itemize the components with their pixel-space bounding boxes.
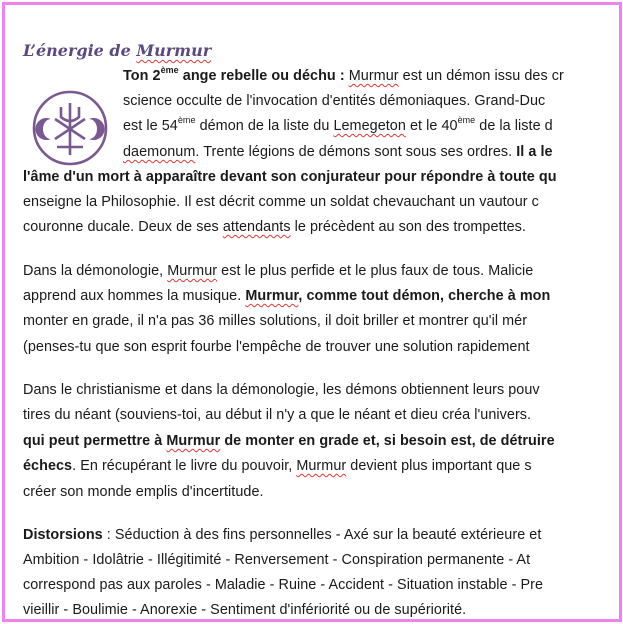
section-title [23,41,211,60]
title-name: Murmur [136,41,212,60]
p4-line-1: Distorsions : Séduction à des fins personnelles - Axé sur la beauté extérieure et [23,527,542,543]
p1-line-7: couronne ducale. Deux de ses attendants le précèdent au son des trompettes. [23,219,526,235]
title-prefix: L’énergie de [23,41,137,60]
p2-line-1: Dans la démonologie, Murmur est le plus perfide et le plus faux de tous. Malicie [23,263,534,279]
p1-line-2: science occulte de l'invocation d'entités démoniaques. Grand-Duc [123,93,546,109]
p4-line-3: correspond pas aux paroles - Maladie - Ruine - Accident - Situation instable - Pre [23,577,544,593]
sigil-murmur-icon [31,89,109,167]
p2-line-3: monter en grade, il n'a pas 36 milles solutions, il doit briller et montrer qu'il mér [23,313,528,329]
p1-line-5: l'âme d'un mort à apparaître devant son conjurateur pour répondre à toute qu [23,169,557,185]
p1-line-1: Ton 2ème ange rebelle ou déchu : Murmur est un démon issu des cr [123,65,564,84]
p1-line-6: enseigne la Philosophie. Il est décrit comme un soldat chevauchant un vautour c [23,194,539,210]
p3-line-4: échecs. En récupérant le livre du pouvoir, Murmur devient plus important que s [23,458,532,474]
p4-line-2: Ambition - Idolâtrie - Illégitimité - Renversement - Conspiration permanente - At [23,552,531,568]
p2-line-2: apprend aux hommes la musique. Murmur, comme tout démon, cherche à mon [23,288,551,304]
p1-bold-rank: Ton 2ème ange rebelle ou déchu : [123,65,345,84]
page-frame [2,2,622,622]
p2-line-4: (penses-tu que son esprit fourbe l'empêche de trouver une solution rapidement [23,339,530,355]
p3-line-5: créer son monde emplis d'incertitude. [23,484,264,500]
p3-line-1: Dans le christianisme et dans la démonologie, les démons obtiennent leurs pouv [23,382,540,398]
murmur-link: Murmur [348,68,399,84]
p3-line-2: tires du néant (souviens-toi, au début il n'y a que le néant et dieu créa l'univers. [23,407,532,423]
p3-line-3: qui peut permettre à Murmur de monter en grade et, si besoin est, de détruire [23,433,555,449]
p1-line-3: est le 54ème démon de la liste du Lemegeton et le 40ème de la liste d [123,115,553,134]
p1-line-4: daemonum. Trente légions de démons sont sous ses ordres. Il a le [123,144,553,160]
p4-line-4: vieillir - Boulimie - Anorexie - Sentiment d'infériorité ou de supériorité. [23,602,467,618]
